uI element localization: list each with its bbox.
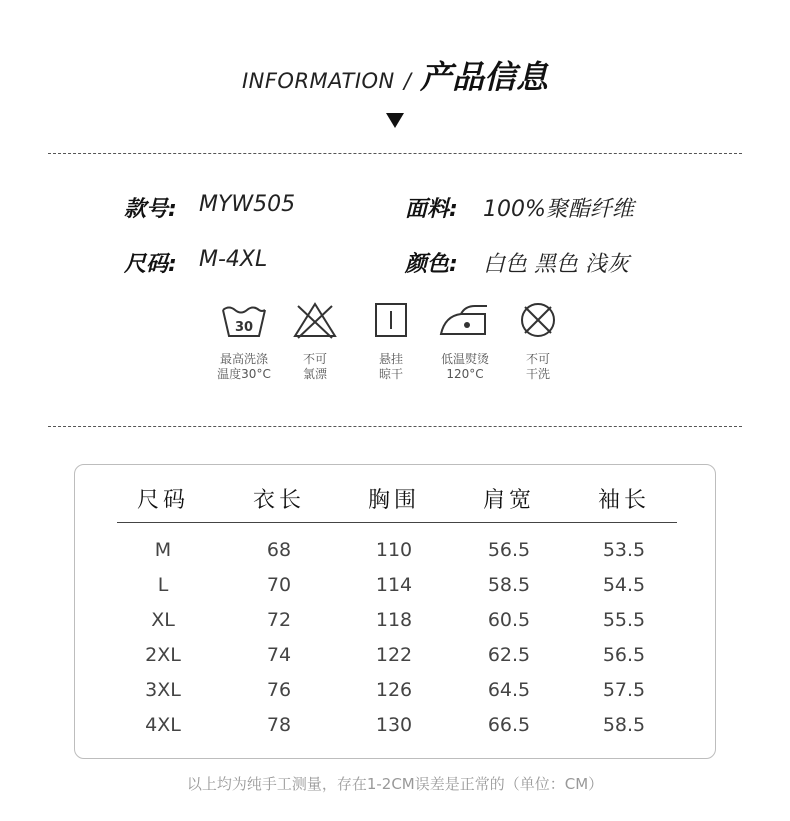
table-header-shoulder: 肩宽 <box>482 488 535 513</box>
table-header-chest: 胸围 <box>367 488 420 513</box>
cell-shoulder: 64.5 <box>487 679 531 701</box>
cell-sleeve: 53.5 <box>602 539 646 561</box>
cell-shoulder: 56.5 <box>487 539 531 561</box>
size-table <box>74 464 716 759</box>
care-label-bleach: 不可 氯漂 <box>302 352 327 381</box>
care-label-iron: 低温熨烫 120°C <box>440 352 489 381</box>
care-symbols <box>200 300 580 405</box>
size-range-label: 尺码: <box>124 252 177 277</box>
down-arrow-icon <box>386 113 404 128</box>
fabric-value: 100%聚酯纤维 <box>483 197 634 222</box>
cell-sleeve: 55.5 <box>602 609 646 631</box>
cell-length: 70 <box>266 574 292 596</box>
cell-length: 78 <box>266 714 292 736</box>
cell-size: M <box>154 539 172 561</box>
wash-30-icon <box>219 300 269 340</box>
cell-length: 76 <box>266 679 292 701</box>
cell-sleeve: 56.5 <box>602 644 646 666</box>
table-header-length: 衣长 <box>252 488 305 513</box>
cell-size: L <box>157 574 169 596</box>
header-en-title: INFORMATION <box>241 69 395 93</box>
measurement-footnote: 以上均为纯手工测量，存在1-2CM误差是正常的（单位：CM） <box>186 775 604 793</box>
color-value: 白色 黑色 浅灰 <box>483 252 629 277</box>
no-dryclean-icon <box>513 300 563 340</box>
cell-length: 72 <box>266 609 292 631</box>
no-bleach-icon <box>290 300 340 340</box>
header-zh-title: 产品信息 <box>420 58 549 96</box>
style-number-value: MYW505 <box>199 192 296 217</box>
color-label: 颜色: <box>405 252 458 277</box>
cell-size: XL <box>151 609 175 631</box>
cell-shoulder: 62.5 <box>487 644 531 666</box>
divider-bottom <box>48 426 742 427</box>
table-header-rule <box>117 522 677 523</box>
fabric-label: 面料: <box>405 197 458 222</box>
cell-length: 74 <box>266 644 292 666</box>
cell-sleeve: 58.5 <box>602 714 646 736</box>
cell-chest: 126 <box>375 679 413 701</box>
divider-top <box>48 153 742 154</box>
wash-temp-text: 30 <box>234 320 254 335</box>
hang-dry-icon <box>366 300 416 340</box>
size-range-value: M-4XL <box>199 247 268 272</box>
header-slash: / <box>403 69 411 93</box>
cell-chest: 114 <box>375 574 413 596</box>
cell-chest: 118 <box>375 609 413 631</box>
care-item-wash <box>209 300 279 382</box>
low-iron-icon <box>435 300 495 340</box>
cell-size: 4XL <box>145 714 181 736</box>
care-label-dryclean: 不可 干洗 <box>525 352 550 381</box>
care-item-iron <box>430 300 500 382</box>
care-item-bleach <box>280 300 350 382</box>
cell-sleeve: 57.5 <box>602 679 646 701</box>
style-number-label: 款号: <box>124 197 177 222</box>
cell-size: 2XL <box>145 644 181 666</box>
cell-chest: 122 <box>375 644 413 666</box>
cell-length: 68 <box>266 539 292 561</box>
cell-shoulder: 60.5 <box>487 609 531 631</box>
section-header <box>0 52 790 98</box>
cell-shoulder: 58.5 <box>487 574 531 596</box>
care-label-wash: 最高洗涤 温度30°C <box>217 352 271 381</box>
care-item-dry <box>356 300 426 382</box>
care-item-dryclean <box>503 300 573 382</box>
cell-chest: 110 <box>375 539 413 561</box>
cell-size: 3XL <box>145 679 181 701</box>
care-label-dry: 悬挂 晾干 <box>378 352 403 381</box>
cell-sleeve: 54.5 <box>602 574 646 596</box>
table-header-sleeve: 袖长 <box>597 488 650 513</box>
table-header-size: 尺码 <box>136 488 189 513</box>
cell-shoulder: 66.5 <box>487 714 531 736</box>
cell-chest: 130 <box>375 714 413 736</box>
